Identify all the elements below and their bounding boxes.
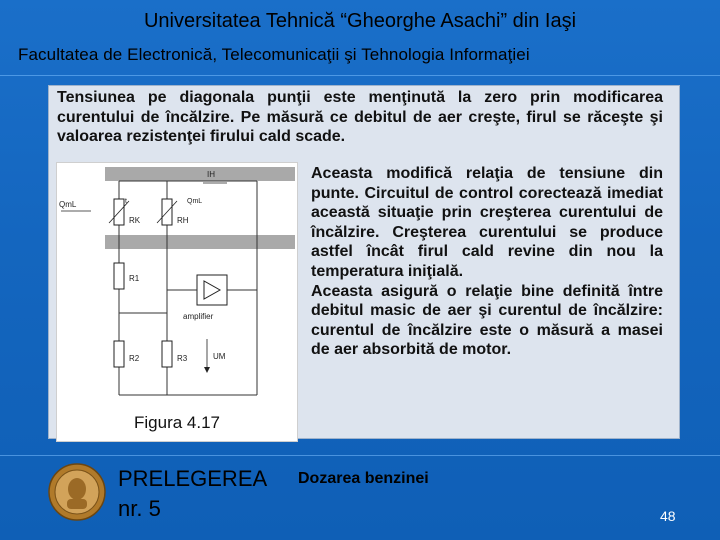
figure-caption: Figura 4.17 <box>134 413 220 432</box>
rh-label: RH <box>177 216 189 225</box>
ih-label: IH <box>207 170 215 179</box>
r1-resistor <box>114 263 124 289</box>
um-arrowhead <box>204 367 210 373</box>
amplifier-box <box>197 275 227 305</box>
faculty-subtitle: Facultatea de Electronică, Telecomunicaţii şi Tehnologia Informaţiei <box>18 45 530 64</box>
amplifier-label: amplifier <box>183 312 214 321</box>
t-label: t <box>125 198 127 205</box>
university-title: Universitatea Tehnică “Gheorghe Asachi” din Iaşi <box>143 10 577 32</box>
r2-label: R2 <box>129 354 140 363</box>
paragraph-right <box>311 164 663 360</box>
r2-resistor <box>114 341 124 367</box>
rk-label: RK <box>129 216 141 225</box>
airflow-label-left: QmL <box>59 200 77 209</box>
lecture-number: nr. 5 <box>118 496 161 521</box>
hot-wire-circuit-diagram <box>57 163 297 403</box>
paragraph-top: Tensiunea pe diagonala punţii este menţinută la zero prin modificarea curentului de încălzire. Pe măsură ce debitul de aer creşte, firul se răceşte şi valoarea rezistenţei firului cald scade. <box>57 89 663 146</box>
r3-resistor <box>162 341 172 367</box>
r1-label: R1 <box>129 274 140 283</box>
r3-label: R3 <box>177 354 188 363</box>
university-seal-logo <box>48 463 106 521</box>
channel-top-wall <box>105 167 295 181</box>
background-line <box>0 75 720 76</box>
lecture-topic: Dozarea benzinei <box>298 470 429 487</box>
paragraph-right-1: Aceasta modifică relaţia de tensiune din punte. Circuitul de control corectează imediat această situaţie prin creşterea curentului de încălzire. Creşterea curentului se produce astfel încât firul cald revine din nou la temperatura iniţială. <box>311 165 663 280</box>
paragraph-right-2: Aceasta asigură o relaţie bine definită între debitul masic de aer şi curentul de încălzire: curentul de încălzire este o măsură a masei de aer absorbită de motor. <box>311 282 663 359</box>
figure-box <box>56 162 298 442</box>
airflow-label-right: QmL <box>187 198 203 205</box>
channel-bottom-wall <box>105 235 295 249</box>
lecture-title: PRELEGEREA <box>118 466 268 491</box>
page-number: 48 <box>660 508 676 524</box>
background-line <box>0 455 720 456</box>
um-label: UM <box>213 352 226 361</box>
